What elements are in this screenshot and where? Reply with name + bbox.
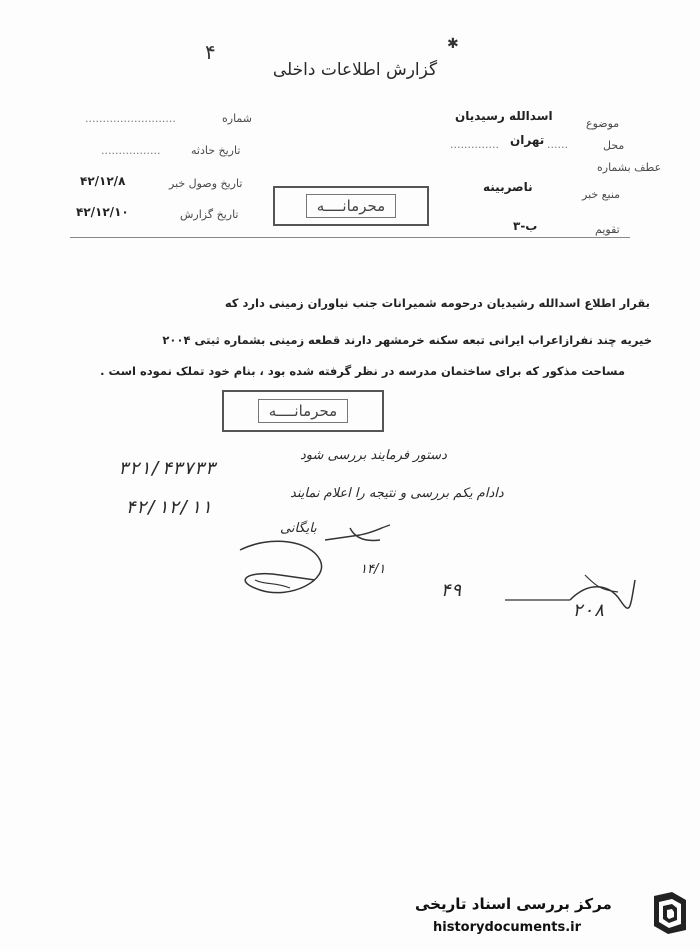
- body-line-1: بقرار اطلاع اسدالله رشیدیان درحومه شمیرانات جنب نیاوران زمینی دارد که: [224, 296, 650, 310]
- place-dots: ......: [547, 138, 568, 151]
- evaluation-label: تقویم: [595, 223, 620, 236]
- handwritten-page-number: ۴۹: [440, 580, 462, 601]
- subject-value: اسدالله رسیدیان: [455, 109, 553, 123]
- place-value: تهران: [510, 133, 545, 147]
- archive-org-name: مرکز بررسی اسناد تاریخی: [415, 895, 612, 913]
- confidential-stamp-middle: [222, 390, 384, 432]
- confidential-stamp-top: [273, 186, 429, 226]
- stamp-text: محرمانــــه: [258, 399, 348, 423]
- body-line-2: خیریه چند نفرازاعراب ایرانی تبعه سکنه خرمشهر دارند قطعه زمینی بشماره ثبتی ۲۰۰۴: [162, 333, 652, 347]
- number-dots: ..........................: [85, 112, 176, 125]
- header-separator: [70, 237, 630, 238]
- subject-label: موضوع: [586, 117, 620, 130]
- page-ornament: ۴: [205, 40, 216, 64]
- reference-label: عطف بشماره: [597, 161, 662, 174]
- event-date-dots: .................: [101, 144, 161, 157]
- handwritten-date: ۴۲/۱۲/۱۱: [125, 497, 212, 518]
- report-date-label: تاریخ گزارش: [180, 208, 239, 221]
- report-date-value: ۴۲/۱۲/۱۰: [76, 205, 129, 219]
- handwritten-date-2: ۱۴/۱: [360, 562, 386, 577]
- event-date-label: تاریخ حادثه: [191, 144, 241, 157]
- handwritten-number: ۳۲۱/۴۳۷۳۳: [118, 458, 216, 479]
- body-line-3: مساحت مذکور که برای ساختمان مدرسه در نظر گرفته شده بود ، بنام خود تملک نموده است .: [100, 364, 625, 378]
- evaluation-value: ب-۳: [513, 219, 538, 233]
- archive-logo-icon: [650, 890, 690, 936]
- handwritten-archive: بایگانی: [280, 521, 317, 536]
- handwritten-page-fraction: ۲۰۸: [572, 600, 605, 621]
- signature-scribble-1: [230, 530, 330, 605]
- stamp-text: محرمانــــه: [306, 194, 396, 218]
- source-label: منبع خبر: [582, 188, 621, 201]
- number-label: شماره: [222, 112, 253, 125]
- place-dots-2: ..............: [450, 138, 499, 151]
- handwritten-note-1: دستور فرمایند بررسی شود: [300, 448, 447, 463]
- document-title: گزارش اطلاعات داخلی: [272, 60, 438, 80]
- signature-scribble-3: [500, 570, 640, 620]
- source-value: ناصربینه: [483, 180, 533, 194]
- asterisk-icon: ✱: [447, 36, 459, 52]
- receipt-date-label: تاریخ وصول خبر: [169, 177, 243, 190]
- receipt-date-value: ۴۲/۱۲/۸: [80, 174, 126, 188]
- archive-url: historydocuments.ir: [433, 920, 582, 935]
- handwritten-note-2: دادام یکم بررسی و نتیجه را اعلام نمایند: [290, 486, 504, 501]
- signature-scribble-2: [320, 520, 400, 550]
- place-label: محل: [603, 139, 625, 152]
